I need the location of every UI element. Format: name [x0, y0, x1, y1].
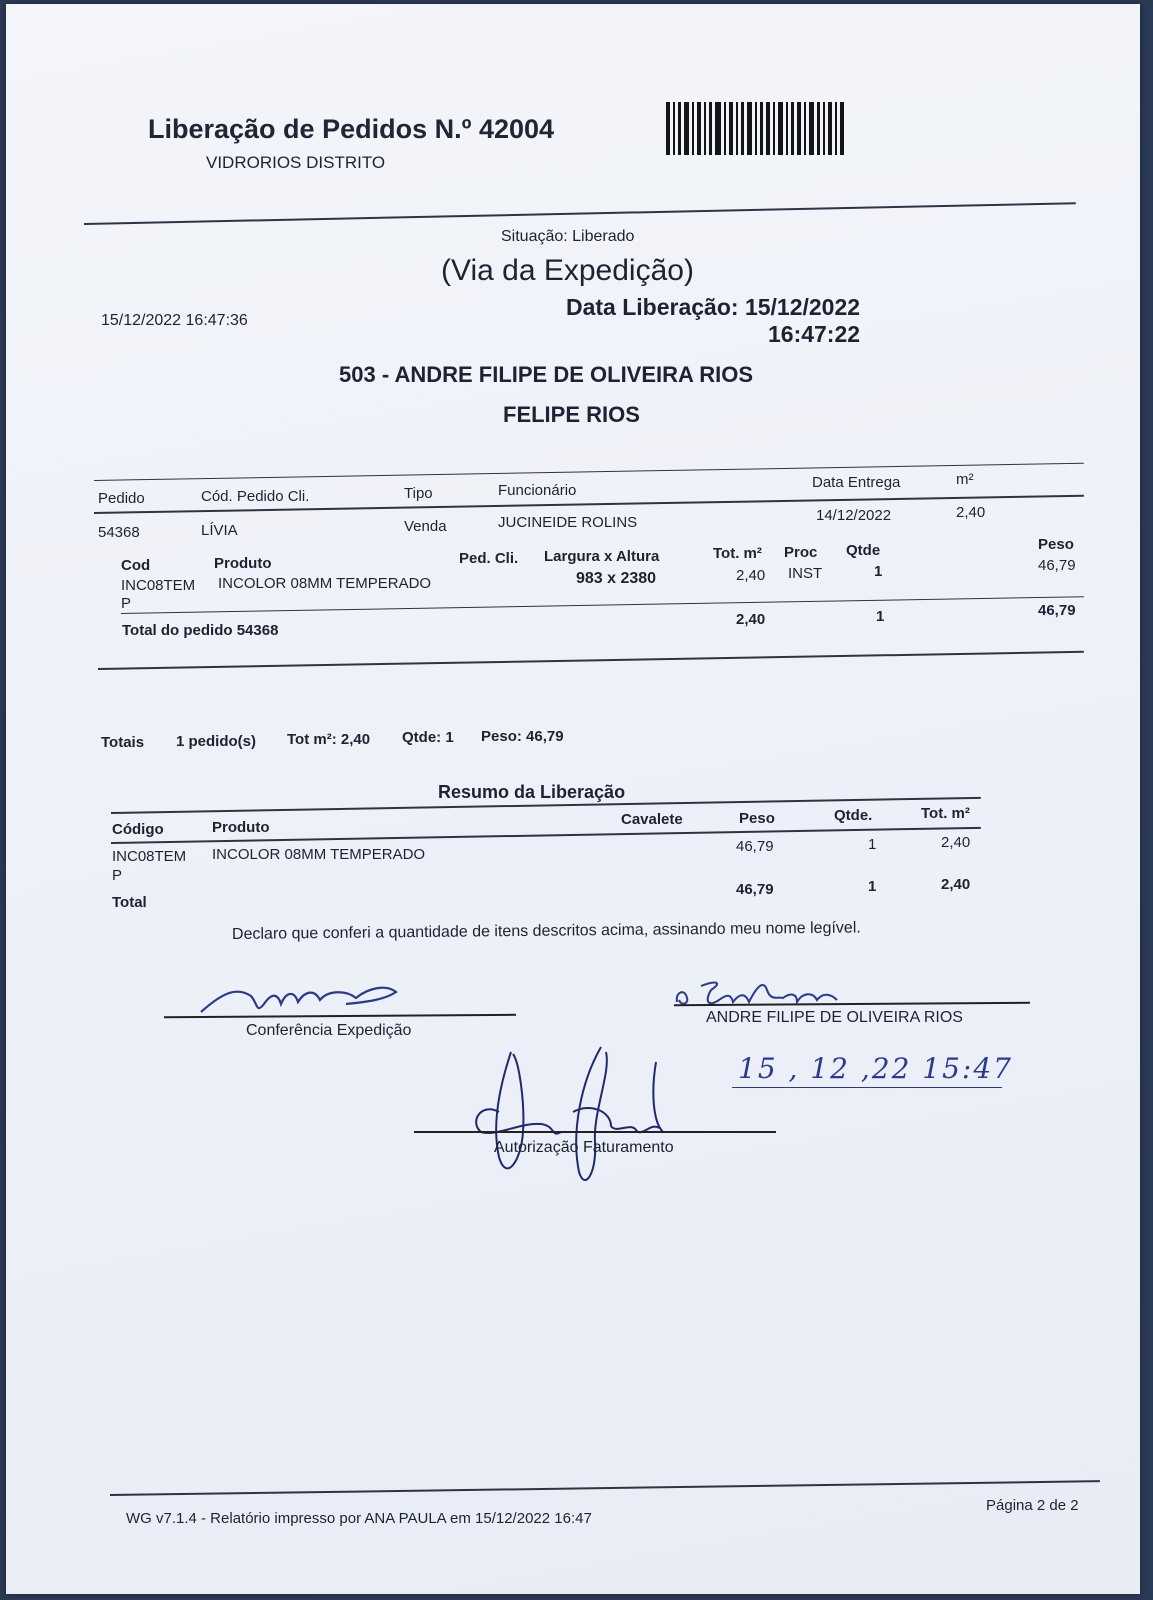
summary-header-cavalete: Cavalete: [621, 811, 683, 828]
summary-header-peso: Peso: [739, 810, 775, 827]
order-total-qtde: 1: [876, 608, 885, 625]
orders-bottom-rule: [98, 651, 1084, 670]
handwritten-date: 15 , 12 ,22 15:47: [738, 1052, 1013, 1085]
col-header-tipo: Tipo: [404, 485, 433, 502]
totals-qtde: Qtde: 1: [402, 729, 454, 746]
summary-header-qtde: Qtde.: [834, 807, 873, 824]
totals-peso: Peso: 46,79: [481, 728, 564, 745]
summary-header-produto: Produto: [212, 819, 270, 836]
barcode: [666, 102, 844, 155]
totals-orders: 1 pedido(s): [176, 733, 257, 750]
signature-line-autorizacao: [414, 1131, 776, 1133]
summary-code-line1: INC08TEM: [112, 848, 187, 865]
item-header-peso: Peso: [1038, 536, 1074, 553]
item-qtde: 1: [874, 563, 883, 580]
item-tot-m2: 2,40: [736, 567, 766, 584]
order-total-rule: [121, 596, 1084, 614]
company-name: VIDRORIOS DISTRITO: [206, 153, 386, 172]
printed-timestamp: 15/12/2022 16:47:36: [101, 312, 248, 329]
item-peso: 46,79: [1038, 557, 1076, 574]
document-title: Liberação de Pedidos N.º 42004: [148, 114, 555, 144]
declaration-text: Declaro que conferi a quantidade de itens descritos acima, assinando meu nome legível.: [231, 919, 861, 943]
release-date-line1: Data Liberação: 15/12/2022: [566, 294, 861, 320]
summary-title: Resumo da Liberação: [438, 782, 626, 802]
totals-m2: Tot m²: 2,40: [287, 731, 371, 748]
footer-rule: [110, 1480, 1100, 1496]
signature-autorizacao: [461, 1042, 701, 1192]
summary-total-label: Total: [112, 894, 147, 911]
summary-total-peso: 46,79: [736, 881, 774, 898]
item-code-line1: INC08TEM: [121, 577, 196, 594]
order-client-code: LÍVIA: [201, 522, 238, 539]
order-total-label: Total do pedido 54368: [122, 622, 279, 639]
orders-top-rule: [94, 463, 1084, 481]
header-divider: [84, 202, 1076, 225]
col-header-funcionario: Funcionário: [498, 482, 577, 499]
client-name: 503 - ANDRE FILIPE DE OLIVEIRA RIOS: [339, 362, 753, 387]
status-label: Situação: Liberado: [501, 228, 635, 245]
item-header-tot-m2: Tot. m²: [713, 545, 762, 562]
order-total-peso: 46,79: [1038, 602, 1076, 619]
summary-tot-m2: 2,40: [941, 834, 971, 851]
item-header-qtde: Qtde: [846, 542, 881, 559]
order-number: 54368: [98, 524, 140, 541]
summary-total-qtde: 1: [868, 878, 877, 895]
order-type: Venda: [404, 518, 447, 535]
copy-type-title: (Via da Expedição): [441, 254, 694, 287]
summary-product: INCOLOR 08MM TEMPERADO: [212, 846, 426, 863]
item-header-dimensions: Largura x Altura: [544, 548, 660, 565]
date-underline: [732, 1087, 1002, 1088]
item-dimensions: 983 x 2380: [576, 570, 657, 587]
order-delivery-date: 14/12/2022: [816, 507, 892, 524]
signature-label-expedicao: Conferência Expedição: [246, 1022, 412, 1039]
order-employee: JUCINEIDE ROLINS: [498, 514, 638, 531]
footer-page-number: Página 2 de 2: [986, 1497, 1079, 1514]
col-header-data-entrega: Data Entrega: [812, 474, 901, 491]
summary-qtde: 1: [868, 836, 877, 853]
item-header-ped-cli: Ped. Cli.: [459, 550, 519, 567]
order-total-m2: 2,40: [736, 611, 766, 628]
document-page: [6, 4, 1140, 1594]
client-nickname: FELIPE RIOS: [503, 402, 640, 427]
signature-label-cliente: ANDRE FILIPE DE OLIVEIRA RIOS: [706, 1009, 963, 1026]
col-header-cod-pedido-cli: Cód. Pedido Cli.: [201, 488, 310, 505]
item-header-proc: Proc: [784, 544, 818, 561]
summary-peso: 46,79: [736, 838, 774, 855]
order-m2: 2,40: [956, 504, 986, 521]
summary-header-tot-m2: Tot. m²: [921, 805, 970, 822]
totals-label: Totais: [101, 734, 145, 751]
release-date-line2: 16:47:22: [767, 321, 861, 347]
summary-total-tot-m2: 2,40: [941, 876, 971, 893]
release-date: [566, 294, 860, 348]
item-code-line2: P: [121, 595, 132, 612]
footer-report-info: WG v7.1.4 - Relatório impresso por ANA PAULA em 15/12/2022 16:47: [126, 1510, 592, 1527]
summary-code-line2: P: [112, 867, 123, 884]
signature-label-autorizacao: Autorização Faturamento: [494, 1139, 674, 1156]
item-header-cod: Cod: [121, 557, 151, 574]
item-header-produto: Produto: [214, 555, 272, 572]
summary-header-codigo: Código: [112, 821, 164, 838]
item-product: INCOLOR 08MM TEMPERADO: [218, 575, 432, 592]
item-proc: INST: [788, 565, 823, 582]
col-header-pedido: Pedido: [98, 490, 145, 507]
col-header-m2: m²: [956, 471, 974, 488]
